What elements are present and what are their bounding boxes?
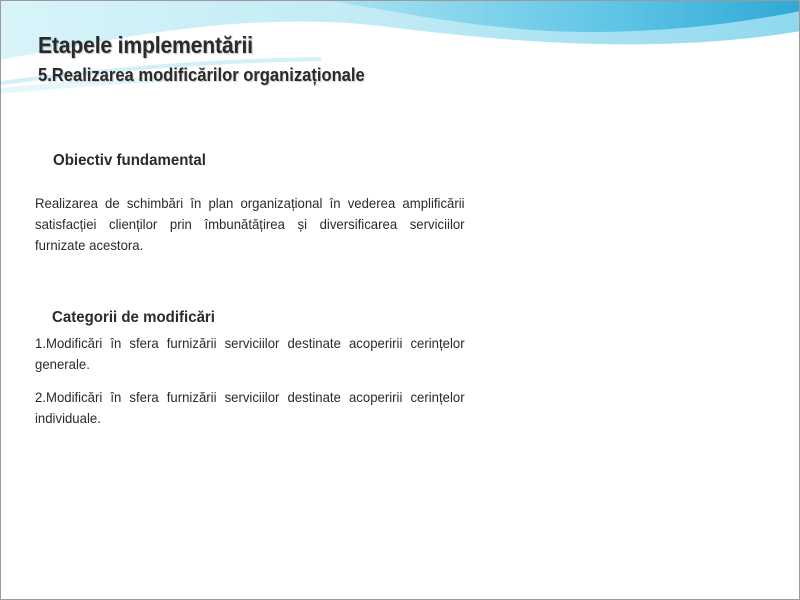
slide-subtitle: 5.Realizarea modificărilor organizaționale — [38, 65, 365, 85]
categories-heading: Categorii de modificări — [52, 309, 215, 326]
category-item-2: 2.Modificări în sfera furnizării serviciilor destinate acoperirii cerințelor individuale. — [35, 389, 465, 426]
objective-heading: Obiectiv fundamental — [53, 152, 206, 169]
slide-title: Etapele implementării — [38, 32, 253, 58]
category-item-1: 1.Modificări în sfera furnizării serviciilor destinate acoperirii cerințelor generale. — [35, 335, 465, 372]
objective-text: Realizarea de schimbări în plan organizațional în vederea amplificării satisfacției clienților prin îmbunătățirea și diversificarea serviciilor furnizate acestora. — [35, 195, 465, 253]
